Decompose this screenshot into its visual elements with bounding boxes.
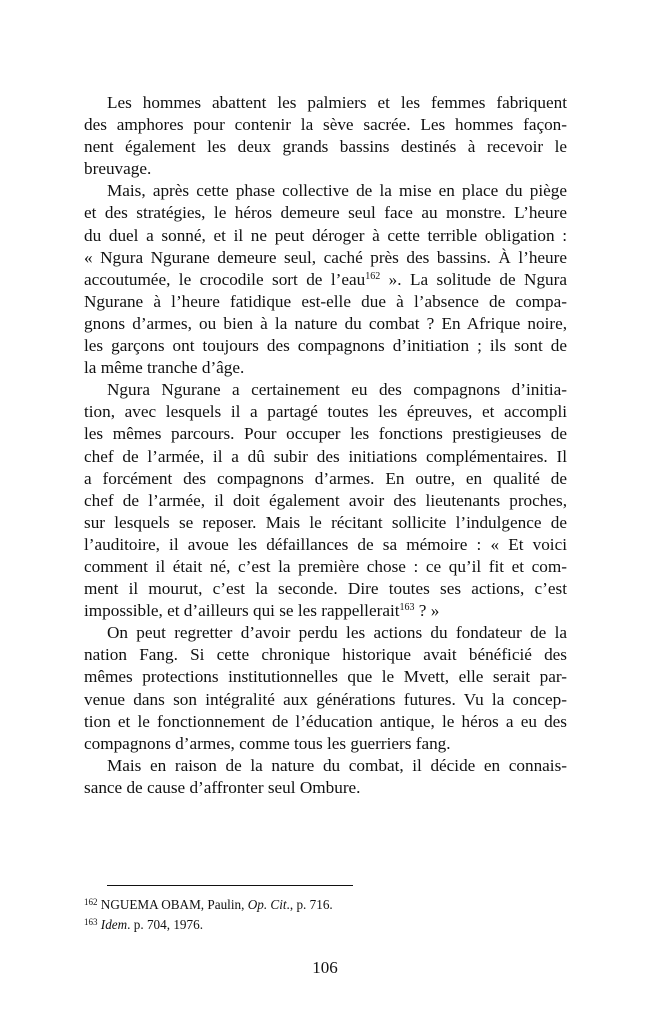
footnote xyxy=(84,915,333,935)
footnote-reference[interactable]: 162 xyxy=(365,270,381,282)
text-line: tion et le fonctionnement de l’éducation antique, le héros a eu des xyxy=(84,711,567,731)
paragraph xyxy=(84,92,567,180)
text-line: sur lesquels se reposer. Mais le récitant sollicite l’indulgence de xyxy=(84,512,567,532)
text-line: sance de cause d’affronter seul Ombure. xyxy=(84,777,361,797)
footnote-text: ., p. 716. xyxy=(286,897,333,912)
footnote-text: . p. 704, 1976. xyxy=(127,917,203,932)
text-line: breuvage. xyxy=(84,159,152,179)
text-line: mêmes protections institutionnelles que le Mvett, elle serait par- xyxy=(84,667,567,687)
text-segment: ». La solitude de Ngura xyxy=(380,269,567,289)
footnote-number: 162 xyxy=(84,897,98,907)
text-line: Mais, après cette phase collective de la mise en place du piège xyxy=(107,181,567,201)
text-line: des amphores pour contenir la sève sacrée. Les hommes façon- xyxy=(84,115,567,135)
footnotes xyxy=(84,895,333,935)
paragraph xyxy=(84,755,567,799)
text-line: On peut regretter d’avoir perdu les actions du fondateur de la xyxy=(107,623,567,643)
paragraph xyxy=(84,379,567,622)
text-line: Mais en raison de la nature du combat, il décide en connais- xyxy=(107,755,567,775)
text-line: gnons d’armes, ou bien à la nature du combat ? En Afrique noire, xyxy=(84,313,567,333)
text-line: tion, avec lesquels il a partagé toutes les épreuves, et accompli xyxy=(84,402,567,422)
body-text xyxy=(84,92,567,799)
footnote-italic: Idem xyxy=(100,917,128,932)
text-line: l’auditoire, il avoue les défaillances de sa mémoire : « Et voici xyxy=(84,534,567,554)
text-line: et des stratégies, le héros demeure seul face au monstre. L’heure xyxy=(84,203,567,223)
text-line: a forcément des compagnons d’armes. En outre, en qualité de xyxy=(84,468,567,488)
text-line: venue dans son intégralité aux générations futures. Vu la concep- xyxy=(84,689,567,709)
text-line: compagnons d’armes, comme tous les guerriers fang. xyxy=(84,733,451,753)
footnote-reference[interactable]: 163 xyxy=(399,602,415,614)
text-line: chef de l’armée, il a dû subir des initiations complémentaires. Il xyxy=(84,446,567,466)
text-line: nation Fang. Si cette chronique historique avait bénéficié des xyxy=(84,645,567,665)
text-line xyxy=(84,269,567,291)
paragraph xyxy=(84,180,567,379)
text-line: « Ngura Ngurane demeure seul, caché près des bassins. À l’heure xyxy=(84,247,567,267)
text-line: nent également les deux grands bassins destinés à recevoir le xyxy=(84,137,567,157)
text-line: les garçons ont toujours des compagnons d’initiation ; ils sont de xyxy=(84,336,567,356)
footnote-italic: Op. Cit xyxy=(247,897,287,912)
paragraph xyxy=(84,622,567,755)
text-line: ment il mourut, c’est la seconde. Dire toutes ses actions, c’est xyxy=(84,579,567,599)
text-line xyxy=(84,600,567,622)
text-line: Ngurane à l’heure fatidique est-elle due à l’absence de compa- xyxy=(84,291,567,311)
text-line: du duel a sonné, et il ne peut déroger à cette terrible obligation : xyxy=(84,225,567,245)
page-number: 106 xyxy=(312,958,338,977)
text-segment: ? » xyxy=(414,601,440,621)
text-line: la même tranche d’âge. xyxy=(84,358,245,378)
text-segment: impossible, et d’ailleurs qui se les rappellerait xyxy=(84,601,400,621)
footnote-divider xyxy=(107,885,353,886)
footnote xyxy=(84,895,333,915)
text-line: Les hommes abattent les palmiers et les femmes fabriquent xyxy=(107,93,567,112)
text-line: Ngura Ngurane a certainement eu des compagnons d’initia- xyxy=(107,380,567,400)
text-segment: accoutumée, le crocodile sort de l’eau xyxy=(84,269,366,289)
footnote-text: NGUEMA OBAM, Paulin, xyxy=(100,897,248,912)
text-line: les mêmes parcours. Pour occuper les fonctions prestigieuses de xyxy=(84,424,567,444)
footnote-number: 163 xyxy=(84,917,98,927)
text-line: chef de l’armée, il doit également avoir des lieutenants proches, xyxy=(84,490,567,510)
text-line: comment il était né, c’est la première chose : ce qu’il fit et com- xyxy=(84,556,567,576)
